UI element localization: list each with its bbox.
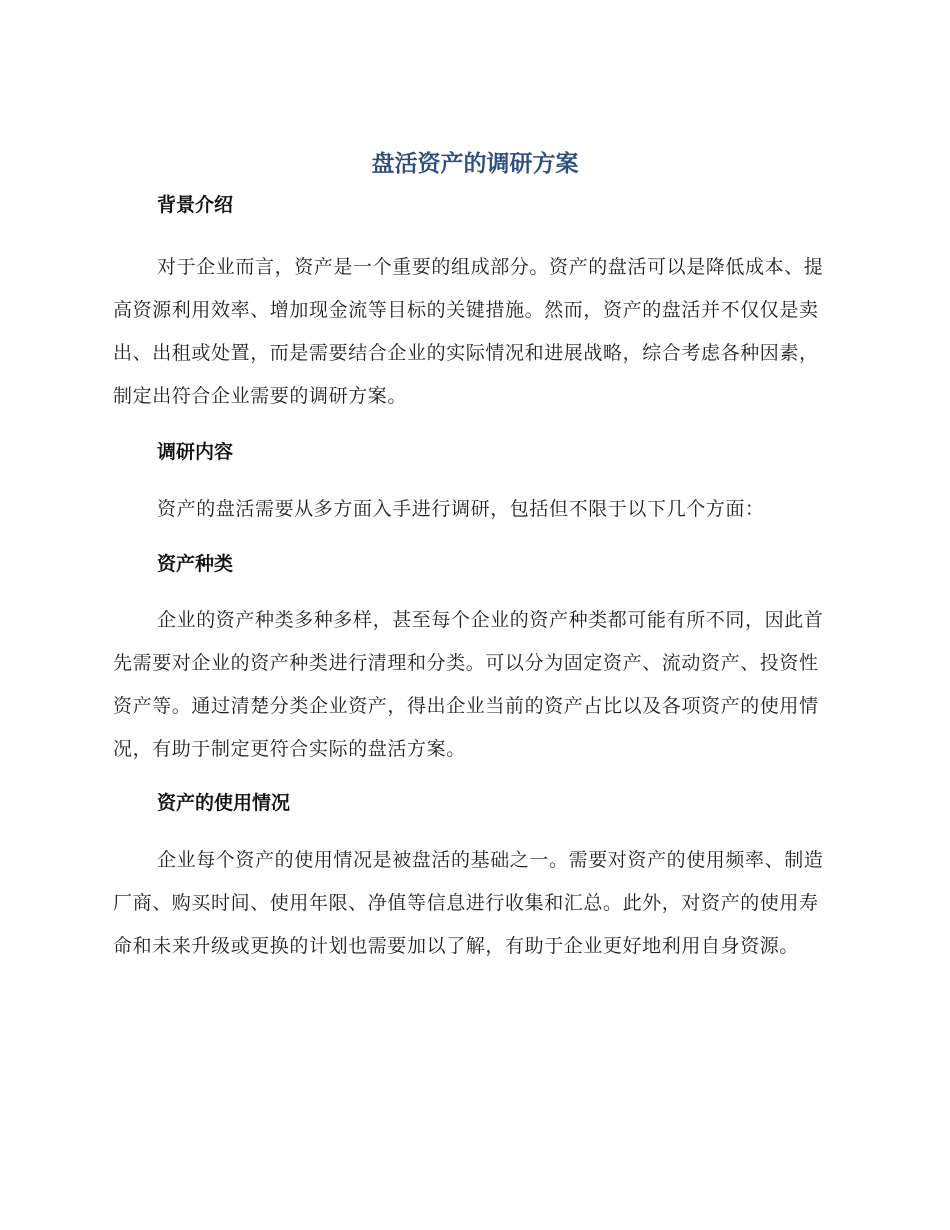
- section-heading-asset-usage: 资产的使用情况: [157, 792, 291, 814]
- document-body: [113, 189, 833, 968]
- section-heading-background: 背景介绍: [157, 194, 234, 216]
- section-paragraph-background: 对于企业而言，资产是一个重要的组成部分。资产的盘活可以是降低成本、提高资源利用效率、增加现金流等目标的关键措施。然而，资产的盘活并不仅仅是卖出、出租或处置，而是需要结合企业的实际情况和进展战略，综合考虑各种因素，制定出符合企业需要的调研方案。: [113, 256, 824, 407]
- section-paragraph-research-content: 资产的盘活需要从多方面入手进行调研，包括但不限于以下几个方面：: [157, 498, 765, 520]
- section-paragraph-asset-usage: 企业每个资产的使用情况是被盘活的基础之一。需要对资产的使用频率、制造厂商、购买时间、使用年限、净值等信息进行收集和汇总。此外，对资产的使用寿命和未来升级或更换的计划也需要加以了解，有助于企业更好地利用自身资源。: [113, 849, 824, 957]
- section-paragraph-asset-types: 企业的资产种类多种多样，甚至每个企业的资产种类都可能有所不同，因此首先需要对企业的资产种类进行清理和分类。可以分为固定资产、流动资产、投资性资产等。通过清楚分类企业资产，得出企业当前的资产占比以及各项资产的使用情况，有助于制定更符合实际的盘活方案。: [113, 609, 824, 760]
- document-title: 盘活资产的调研方案: [371, 151, 579, 177]
- section-heading-asset-types: 资产种类: [157, 553, 234, 575]
- section-heading-research-content: 调研内容: [157, 441, 234, 463]
